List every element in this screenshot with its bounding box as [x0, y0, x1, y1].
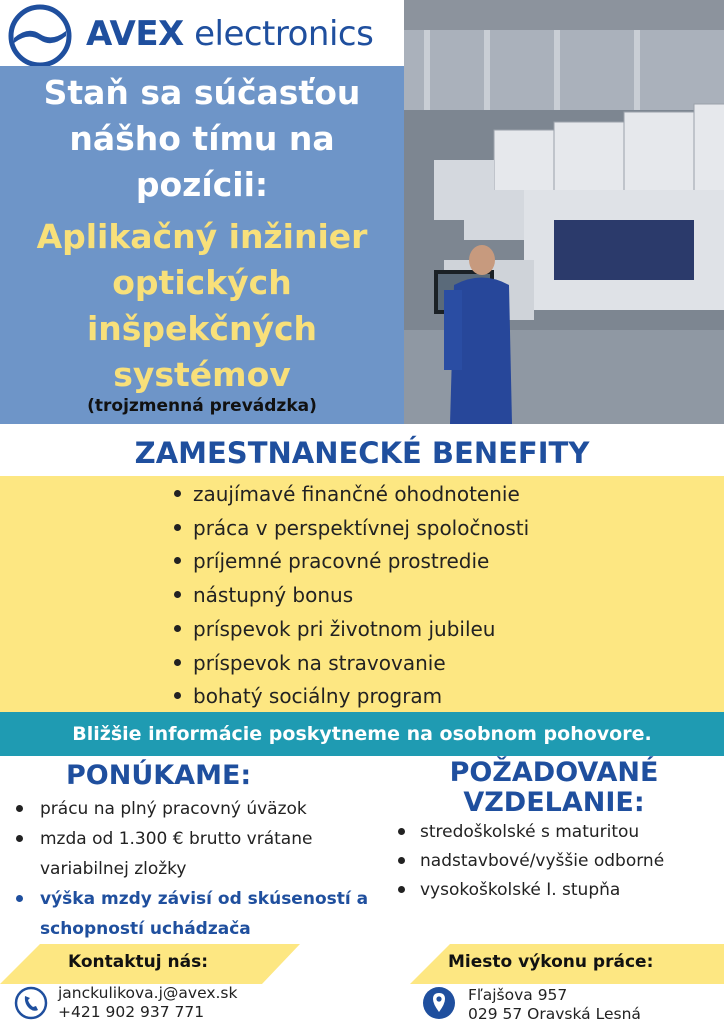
benefits-list — [174, 478, 529, 714]
benefit-text: bohatý sociálny program — [193, 684, 443, 709]
bullet-icon — [174, 659, 181, 666]
list-item — [174, 579, 529, 613]
brand-name — [86, 14, 373, 54]
list-item — [396, 847, 664, 876]
bullet-icon — [398, 828, 405, 835]
benefit-text: príspevok pri životnom jubileu — [193, 616, 496, 641]
benefits-title: ZAMESTNANECKÉ BENEFITY — [134, 436, 590, 470]
bullet-icon — [16, 805, 23, 812]
list-item — [174, 647, 529, 681]
list-item — [396, 818, 664, 847]
bullet-icon — [174, 625, 181, 632]
list-item — [14, 794, 394, 824]
bullet-icon — [174, 490, 181, 497]
hero-line-1: Staň sa súčasťou — [43, 73, 361, 112]
bullet-icon — [16, 895, 23, 902]
education-text: vysokoškolské I. stupňa — [420, 880, 621, 900]
location-title: Miesto výkonu práce: — [448, 952, 654, 972]
list-item — [174, 613, 529, 647]
job-title-line-1: Aplikačný inžinier — [36, 217, 368, 256]
info-bar: Bližšie informácie poskytneme na osobnom pohovore. — [0, 712, 724, 756]
education-title-line-2: VZDELANIE: — [463, 787, 645, 818]
education-title-line-1: POŽADOVANÉ — [449, 757, 659, 788]
job-title-line-3: inšpekčných — [86, 309, 318, 348]
benefit-text: príspevok na stravovanie — [193, 650, 446, 675]
benefit-text: zaujímavé finančné ohodnotenie — [193, 482, 520, 506]
benefit-text: nástupný bonus — [193, 583, 354, 608]
list-item — [174, 478, 529, 512]
education-list — [396, 818, 664, 905]
list-item — [14, 884, 394, 944]
location-city: 029 57 Oravská Lesná — [468, 1005, 641, 1023]
factory-photo — [404, 0, 724, 424]
location-pin-icon — [422, 986, 456, 1020]
contact-phone[interactable]: +421 902 937 771 — [58, 1003, 205, 1021]
bullet-icon — [174, 692, 181, 699]
job-title-line-2: optických — [112, 263, 292, 302]
offer-text: prácu na plný pracovný úväzok — [40, 799, 307, 819]
shift-note: (trojzmenná prevádzka) — [87, 396, 317, 416]
job-title — [0, 214, 404, 398]
hero-intro — [0, 70, 404, 208]
list-item — [174, 545, 529, 579]
avex-logo — [8, 4, 72, 68]
bullet-icon — [398, 886, 405, 893]
education-text: nadstavbové/vyššie odborné — [420, 851, 665, 871]
education-title — [404, 758, 704, 818]
offer-text: mzda od 1.300 € brutto vrátane variabilnej zložky — [40, 829, 313, 879]
list-item — [174, 680, 529, 714]
brand-light: electronics — [194, 14, 374, 54]
offer-text-highlight: výška mzdy závisí od skúseností a schopností uchádzača — [40, 889, 369, 939]
brand-bold: AVEX — [86, 14, 184, 54]
list-item — [14, 824, 394, 884]
education-text: stredoškolské s maturitou — [420, 822, 640, 842]
bullet-icon — [174, 524, 181, 531]
bullet-icon — [16, 835, 23, 842]
list-item — [174, 512, 529, 546]
bullet-icon — [398, 857, 405, 864]
benefit-text: práca v perspektívnej spoločnosti — [193, 515, 530, 540]
hero-line-2: nášho tímu na — [69, 119, 335, 158]
offer-list — [14, 794, 394, 944]
offer-title: PONÚKAME: — [66, 760, 252, 791]
benefit-text: príjemné pracovné prostredie — [193, 549, 490, 574]
job-title-line-4: systémov — [113, 355, 291, 394]
contact-email[interactable]: janckulikova.j@avex.sk — [58, 984, 238, 1002]
phone-icon — [14, 986, 48, 1020]
location-street: Fľajšova 957 — [468, 986, 568, 1004]
contact-title: Kontaktuj nás: — [68, 952, 209, 972]
hero-line-3: pozícii: — [135, 165, 269, 204]
bullet-icon — [174, 557, 181, 564]
bullet-icon — [174, 591, 181, 598]
list-item — [396, 876, 664, 905]
